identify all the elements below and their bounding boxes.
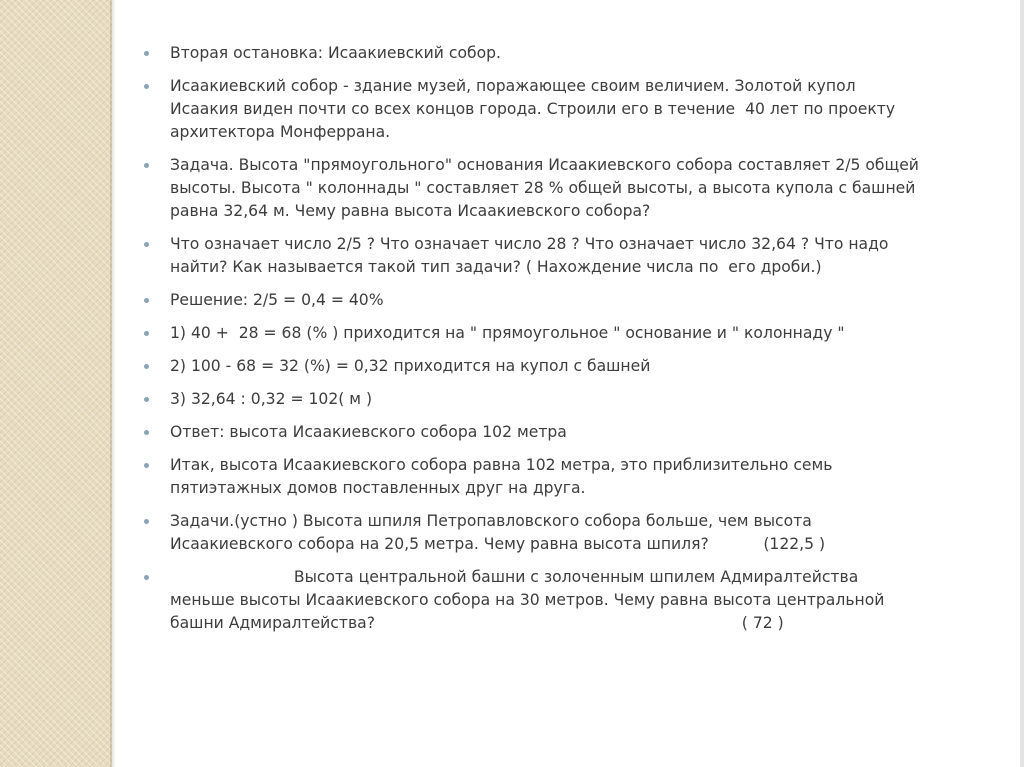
bullet-item — [140, 388, 970, 411]
decorative-side-band — [0, 0, 112, 767]
bullet-dot-icon — [144, 242, 149, 247]
bullet-text: 3) 32,64 : 0,32 = 102( м ) — [170, 390, 373, 408]
bullet-text: Высота центральной башни с золоченным шпилем Адмиралтейства меньше высоты Исаакиевского собора на 30 метров. Чему равна высота центральной башни Адмиралтейства? ( 72 ) — [170, 568, 885, 632]
bullet-item — [140, 454, 970, 500]
bullet-item — [140, 75, 970, 144]
side-band-shadow — [110, 0, 116, 767]
bullet-text: Решение: 2/5 = 0,4 = 40% — [170, 291, 384, 309]
right-edge-border — [1020, 0, 1024, 767]
bullet-dot-icon — [144, 51, 149, 56]
bullet-text: Что означает число 2/5 ? Что означает число 28 ? Что означает число 32,64 ? Что надо найти? Как называется такой тип задачи? ( Нахождение числа по его дроби.) — [170, 235, 889, 276]
slide-content — [140, 42, 970, 645]
bullet-dot-icon — [144, 519, 149, 524]
bullet-dot-icon — [144, 163, 149, 168]
bullet-item — [140, 355, 970, 378]
bullet-text: Задача. Высота "прямоугольного" основания Исаакиевского собора составляет 2/5 общей высоты. Высота " колоннады " составляет 28 % общей высоты, а высота купола с башней равна 32,64 м. Чему равна высота Исаакиевского собора? — [170, 156, 919, 220]
bullet-text: Вторая остановка: Исаакиевский собор. — [170, 44, 502, 62]
bullet-dot-icon — [144, 364, 149, 369]
bullet-text: Задачи.(устно ) Высота шпиля Петропавловского собора больше, чем высота Исаакиевского собора на 20,5 метра. Чему равна высота шпиля? (122,5 ) — [170, 512, 826, 553]
bullet-item — [140, 421, 970, 444]
bullet-dot-icon — [144, 84, 149, 89]
bullet-dot-icon — [144, 331, 149, 336]
bullet-dot-icon — [144, 463, 149, 468]
bullet-item — [140, 510, 970, 556]
bullet-list — [140, 42, 970, 635]
bullet-item — [140, 566, 970, 635]
bullet-item — [140, 233, 970, 279]
bullet-item — [140, 42, 970, 65]
bullet-text: Итак, высота Исаакиевского собора равна 102 метра, это приблизительно семь пятиэтажных домов поставленных друг на друга. — [170, 456, 833, 497]
bullet-text: 1) 40 + 28 = 68 (% ) приходится на " прямоугольное " основание и " колоннаду " — [170, 324, 845, 342]
bullet-text: 2) 100 - 68 = 32 (%) = 0,32 приходится на купол с башней — [170, 357, 651, 375]
bullet-dot-icon — [144, 298, 149, 303]
bullet-text: Ответ: высота Исаакиевского собора 102 метра — [170, 423, 567, 441]
bullet-item — [140, 154, 970, 223]
bullet-item — [140, 322, 970, 345]
bullet-dot-icon — [144, 575, 149, 580]
bullet-dot-icon — [144, 397, 149, 402]
bullet-text: Исаакиевский собор - здание музей, поражающее своим величием. Золотой купол Исаакия виден почти со всех концов города. Строили его в течение 40 лет по проекту архитектора Монферрана. — [170, 77, 896, 141]
bullet-dot-icon — [144, 430, 149, 435]
bullet-item — [140, 289, 970, 312]
